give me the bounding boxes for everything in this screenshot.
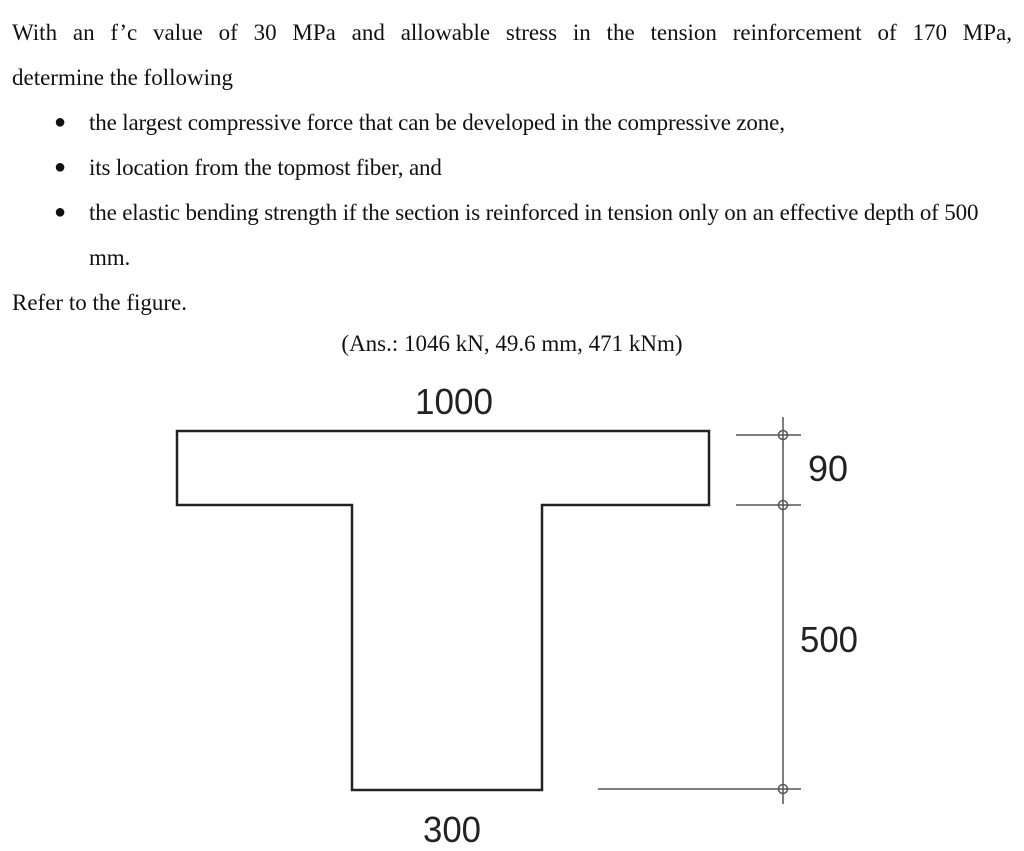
bullet-icon: ● — [54, 201, 67, 223]
intro-line-1: With an f’c value of 30 MPa and allowable stress in the tension reinforcement of 170 MPa, — [12, 20, 1012, 45]
t-beam-outline — [177, 431, 709, 790]
web-width-label: 300 — [423, 809, 481, 850]
refer-to-figure: Refer to the figure. — [12, 290, 187, 315]
intro-line-2: determine the following — [12, 65, 233, 90]
task-text: the elastic bending strength if the section is reinforced in tension only on an effective depth of 500 mm. — [89, 200, 979, 270]
answer-text: (Ans.: 1046 kN, 49.6 mm, 471 kNm) — [341, 331, 683, 356]
task-text: its location from the topmost fiber, and — [89, 155, 442, 180]
task-text: the largest compressive force that can be developed in the compressive zone, — [89, 110, 785, 135]
flange-depth-label: 90 — [807, 448, 849, 489]
bullet-icon: ● — [54, 111, 67, 133]
bullet-icon: ● — [54, 156, 67, 178]
flange-width-label: 1000 — [415, 381, 493, 422]
effective-depth-label: 500 — [800, 619, 858, 660]
